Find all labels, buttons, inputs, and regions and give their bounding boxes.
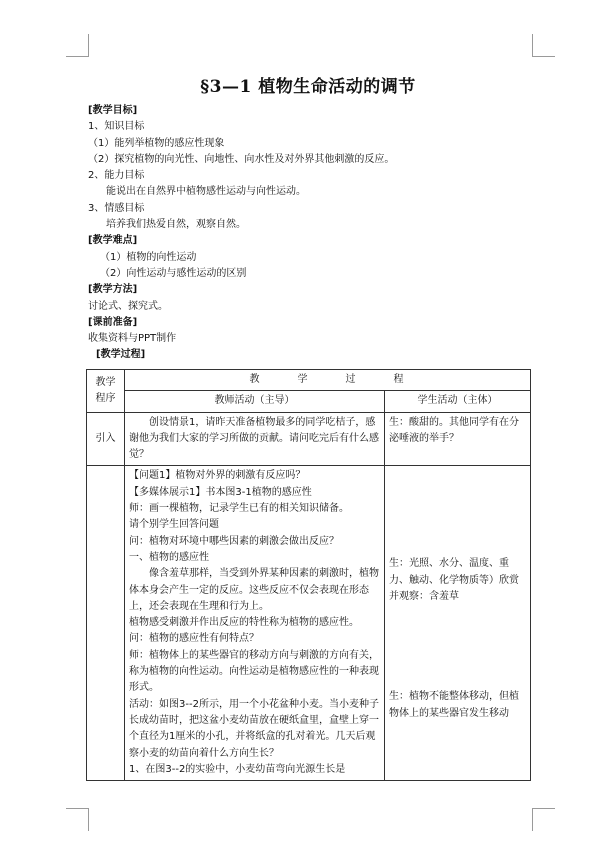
teacher-activity-cell	[125, 466, 385, 781]
methods-heading: [教学方法]	[88, 284, 138, 296]
ability-text: 能说出在自然界中植物感性运动与向性运动。	[106, 186, 306, 198]
emotion-text: 培养我们热爱自然，观察自然。	[106, 219, 246, 231]
step-cell	[87, 466, 125, 781]
teacher-line: 请个别学生回答问题	[129, 519, 219, 531]
document-title: §3—1 植物生命活动的调节	[200, 77, 416, 97]
teacher-line: 1、在图3--2的实验中，小麦幼苗弯向光源生长是	[129, 763, 346, 775]
teacher-line: 【问题1】植物对外界的刺激有反应吗？	[129, 470, 306, 482]
preparation-text: 收集资料与PPT制作	[88, 333, 177, 345]
ability-heading: 2、能力目标	[88, 170, 145, 182]
student-activity-cell	[385, 466, 531, 781]
methods-text: 讨论式、探究式。	[88, 300, 168, 312]
knowledge-heading: 1、知识目标	[88, 121, 145, 133]
difficulty-item: （1）植物的向性运动	[100, 251, 197, 263]
table-row	[87, 412, 531, 466]
teacher-line: 问：植物的感应性有何特点？	[129, 633, 259, 645]
process-column-header: 教学过程	[125, 370, 531, 391]
teacher-line: 师：植物体上的某些器官的移动方向与刺激的方向有关，称为植物的向性运动。向性运动是植物感应性的一种表现形式。	[129, 649, 379, 694]
emotion-heading: 3、情感目标	[88, 202, 145, 214]
step-column-header: 教学程序	[87, 370, 125, 413]
table-subheader-row	[87, 391, 531, 412]
crop-mark-bottom-right	[532, 808, 555, 831]
teacher-activity-cell: 创设情景1，请昨天准备植物最多的同学吃桔子，感谢他为我们大家的学习所做的贡献。请问吃完后有什么感觉？	[125, 412, 385, 466]
step-cell: 引入	[87, 412, 125, 466]
objectives-heading: [教学目标]	[88, 105, 138, 116]
preparation-heading: [课前准备]	[88, 316, 138, 328]
student-activity-cell: 生：酸甜的。其他同学有在分泌唾液的举手？	[385, 412, 531, 466]
table-row	[87, 466, 531, 781]
knowledge-item: （2）探究植物的向光性、向地性、向水性及对外界其他刺激的反应。	[88, 153, 395, 165]
crop-mark-top-right	[532, 34, 555, 57]
student-column-header: 学生活动（主体）	[385, 391, 531, 412]
teacher-column-header: 教师活动（主导）	[125, 391, 385, 412]
teacher-line: 问：植物对环境中哪些因素的刺激会做出反应？	[129, 535, 339, 547]
crop-mark-top-left	[66, 34, 89, 57]
difficulties-heading: [教学难点]	[88, 235, 138, 247]
student-line: 生：植物不能整体移动，但植物体上的某些器官发生移动	[389, 691, 519, 719]
student-line: 生：光照、水分、温度、重力、触动、化学物质等）欣赏并观察：含羞草	[389, 558, 519, 603]
process-table	[86, 369, 531, 781]
table-header-row	[87, 370, 531, 391]
teacher-line: 像含羞草那样，当受到外界某种因素的刺激时，植物体本身会产生一定的反应。这些反应不仅会表现在形态上，还会表现在生理和行为上。	[129, 568, 379, 612]
lesson-content	[88, 103, 528, 364]
teacher-line: 植物感受刺激并作出反应的特性称为植物的感应性。	[129, 617, 359, 629]
teacher-line: 活动：如图3--2所示，用一个小花盆种小麦。当小麦种子长成幼苗时，把这盆小麦幼苗放在硬纸盒里，盒壁上穿一个直径为1厘米的小孔，并将纸盒的孔对着光。几天后观察小麦的幼苗向着什么方向生长？	[129, 698, 379, 759]
teacher-line: 【多媒体展示1】书本图3-1植物的感应性	[129, 486, 312, 498]
crop-mark-bottom-left	[66, 808, 89, 831]
difficulty-item: （2）向性运动与感性运动的区别	[100, 267, 247, 279]
teacher-line: 一、植物的感应性	[129, 551, 209, 563]
teacher-line: 师：画一棵植物，记录学生已有的相关知识储备。	[129, 503, 349, 515]
knowledge-item: （1）能列举植物的感应性现象	[88, 137, 225, 149]
process-heading: [教学过程]	[96, 349, 146, 361]
